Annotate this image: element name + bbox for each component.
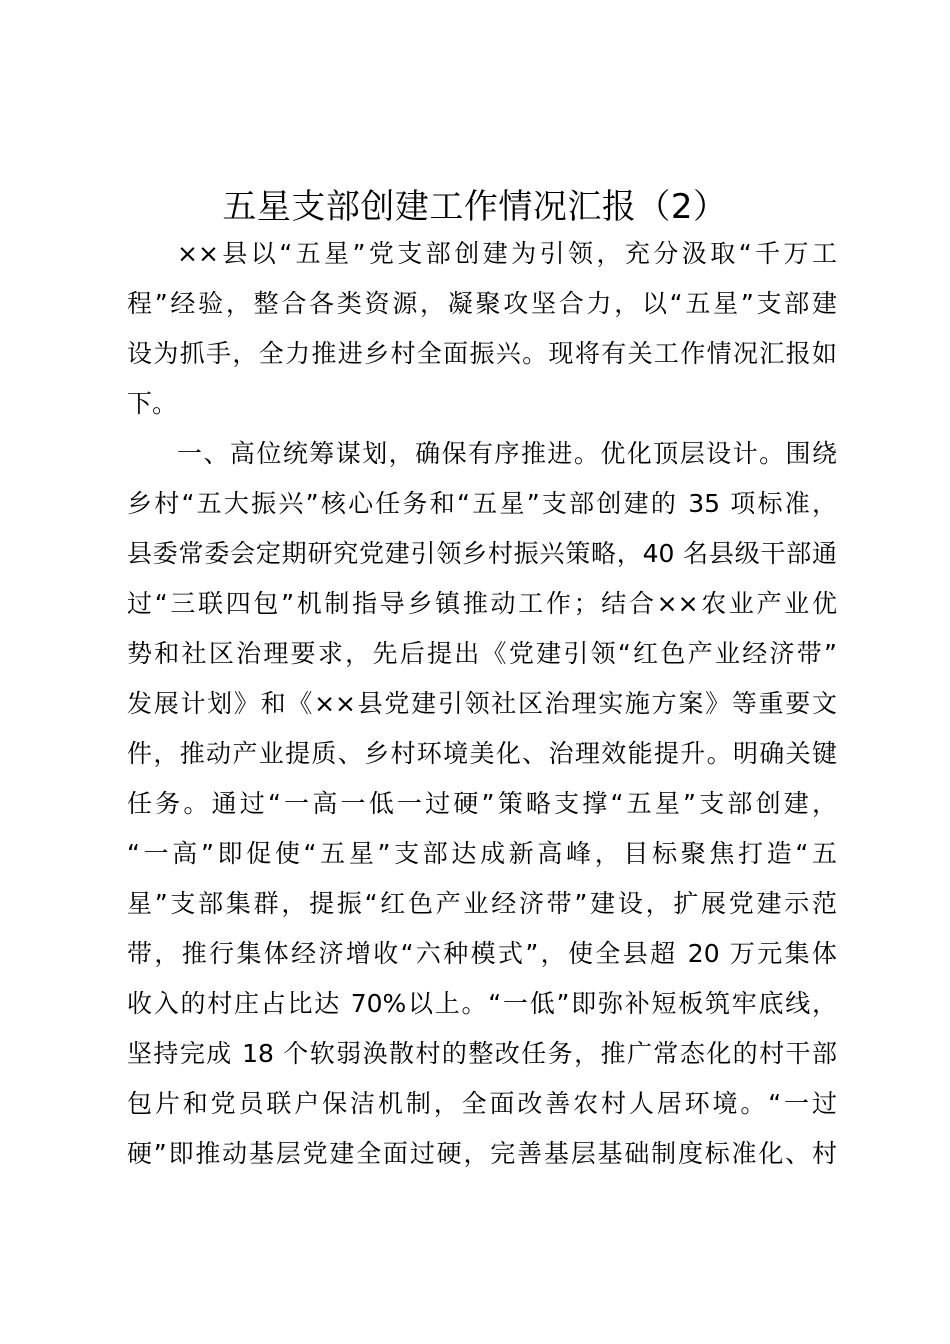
paragraph-line: “一高”即促使“五星”支部达成新高峰，目标聚焦打造“五	[127, 839, 837, 868]
paragraph-line: 坚持完成 18 个软弱涣散村的整改任务，推广常态化的村干部	[127, 1039, 837, 1068]
document-title: 五星支部创建工作情况汇报（2）	[222, 187, 728, 227]
paragraph-line: 下。	[127, 389, 178, 418]
paragraph-line: 设为抓手，全力推进乡村全面振兴。现将有关工作情况汇报如	[127, 339, 837, 368]
paragraph-line: 一、高位统筹谋划，确保有序推进。优化顶层设计。围绕	[177, 439, 837, 468]
paragraph-line: 发展计划》和《××县党建引领社区治理实施方案》等重要文	[127, 689, 837, 718]
paragraph-line: ××县以“五星”党支部创建为引领，充分汲取“千万工	[177, 239, 837, 268]
paragraph-line: 县委常委会定期研究党建引领乡村振兴策略，40 名县级干部通	[127, 539, 837, 568]
paragraph-line: 势和社区治理要求，先后提出《党建引领“红色产业经济带”	[127, 639, 837, 668]
paragraph-line: 过“三联四包”机制指导乡镇推动工作；结合××农业产业优	[127, 589, 837, 618]
paragraph-line: 星”支部集群，提振“红色产业经济带”建设，扩展党建示范	[127, 889, 837, 918]
paragraph-line: 包片和党员联户保洁机制，全面改善农村人居环境。“一过	[127, 1089, 837, 1118]
paragraph-line: 程”经验，整合各类资源，凝聚攻坚合力，以“五星”支部建	[127, 289, 837, 318]
paragraph-line: 硬”即推动基层党建全面过硬，完善基层基础制度标准化、村	[127, 1139, 837, 1168]
paragraph-line: 任务。通过“一高一低一过硬”策略支撑“五星”支部创建，	[127, 789, 837, 818]
paragraph-line: 收入的村庄占比达 70%以上。“一低”即弥补短板筑牢底线，	[127, 989, 837, 1018]
paragraph-line: 带，推行集体经济增收“六种模式”，使全县超 20 万元集体	[127, 939, 837, 968]
paragraph-line: 乡村“五大振兴”核心任务和“五星”支部创建的 35 项标准，	[127, 489, 837, 518]
paragraph-line: 件，推动产业提质、乡村环境美化、治理效能提升。明确关键	[127, 739, 837, 768]
